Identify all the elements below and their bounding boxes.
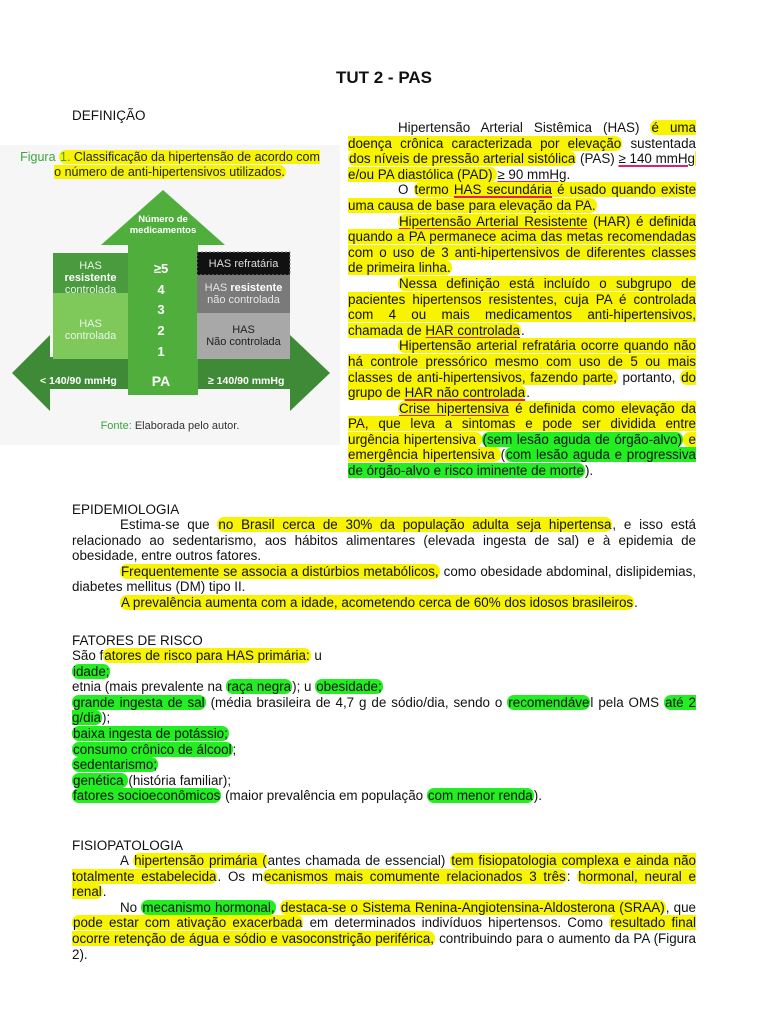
paragraph: Hipertensão Arterial Sistêmica (HAS) é uma doença crônica caracterizada por elevação sustentada dos níveis de pressão arterial sistólica (PAS) ≥ 140 mmHg e/ou PA diastólica (PAD) ≥ 90 mmHg. [348, 120, 696, 182]
list-item: grande ingesta de sal (média brasileira de 4,7 g de sódio/dia, sendo o recomendável pela OMS até 2 g/dia); [72, 694, 696, 726]
section-heading-epidemiologia: EPIDEMIOLOGIA [72, 502, 180, 517]
has-resistente-controlada-box: HAS resistente controlada [64, 260, 117, 296]
fatores-list [72, 648, 696, 804]
level-2: 2 [157, 323, 165, 338]
pa-label: PA [151, 373, 171, 389]
paragraph: No mecanismo hormonal, destaca-se o Sistema Renina-Angiotensina-Aldosterona (SRAA), que pode estar com ativação exacerbada em determinados indivíduos hipertensos. Como resultado final ocorre retenção de água e sódio e vasoconstrição periférica, contribuindo para o aumento da PA (Figura 2). [72, 899, 697, 962]
epidemiologia-text [72, 517, 696, 611]
paragraph: A hipertensão primária (antes chamada de essencial) tem fisiopatologia complexa e ainda não totalmente estabelecida. Os mecanismos mais comumente relacionados 3 três: hormonal, neural e renal. [72, 853, 696, 900]
list-item: genética (história familiar); [73, 772, 232, 788]
level-5: ≥5 [153, 261, 169, 276]
level-3: 3 [157, 302, 165, 317]
document-title: TUT 2 - PAS [335, 68, 433, 87]
paragraph: Hipertensão Arterial Resistente (HAR) é definida quando a PA permanece acima das metas recomendadas com o uso de 3 anti-hipertensivos de diferentes classes de primeira linha. [348, 213, 696, 276]
figure-caption: Figura 1. Classificação da hipertensão de acordo com o número de anti-hipertensivos utilizados. [20, 150, 320, 179]
level-4: 4 [157, 282, 165, 297]
list-intro: São fatores de risco para HAS primária: u [72, 648, 322, 663]
has-controlada-box: HAS controlada [64, 318, 117, 342]
list-item: etnia (mais prevalente na raça negra); u obesidade; [72, 679, 382, 695]
has-resistente-nao-controlada-box: HAS resistente não controlada [204, 282, 283, 306]
paragraph: Frequentemente se associa a distúrbios metabólicos, como obesidade abdominal, dislipidemias, diabetes mellitus (DM) tipo II. [72, 563, 696, 595]
figure-source: Fonte: Elaborada pelo autor. [100, 420, 240, 432]
section-heading-fisiopatologia: FISIOPATOLOGIA [72, 838, 184, 853]
list-item: consumo crônico de álcool; [73, 741, 237, 757]
list-item: fatores socioeconômicos (maior prevalência em população com menor renda). [73, 788, 542, 804]
right-threshold-label: ≥ 140/90 mmHg [208, 375, 285, 387]
figure-label-number: 1. [60, 150, 74, 164]
level-1: 1 [157, 344, 165, 359]
paragraph: Hipertensão arterial refratária ocorre quando não há controle pressórico mesmo com uso de 5 ou mais classes de anti-hipertensivos, fazendo parte, portanto, do grupo de HAR não controlada. [348, 338, 696, 401]
has-nao-controlada-box: HAS Não controlada [206, 324, 281, 348]
fisiopatologia-text [72, 853, 696, 962]
paragraph: Estima-se que no Brasil cerca de 30% da população adulta seja hipertensa, e isso está relacionado ao sedentarismo, aos hábitos alimentares (elevada ingesta de sal) e à epidemia de obesidade, entre outros fatores. [72, 517, 696, 564]
has-refrataria-box: HAS refratária [208, 257, 279, 270]
list-item: baixa ingesta de potássio; [73, 725, 228, 741]
definicao-text [348, 120, 696, 479]
arrow-label-medicamentos: Número de medicamentos [129, 214, 197, 236]
paragraph: Crise hipertensiva é definida como elevação da PA, que leva a sintomas e pode ser dividida entre urgência hipertensiva (sem lesão aguda de órgão-alvo) e emergência hipertensiva (com lesão aguda e progressiva de órgão-alvo e risco iminente de morte). [348, 400, 697, 479]
section-heading-fatores: FATORES DE RISCO [72, 633, 203, 648]
paragraph: A prevalência aumenta com a idade, acometendo cerca de 60% dos idosos brasileiros. [121, 594, 638, 610]
section-heading-definicao: DEFINIÇÃO [72, 108, 146, 123]
paragraph: O termo HAS secundária é usado quando existe uma causa de base para elevação da PA. [348, 182, 697, 213]
paragraph: Nessa definição está incluído o subgrupo de pacientes hipertensos resistentes, cuja PA é controlada com 4 ou mais medicamentos anti-hipertensivos, chamada de HAR controlada. [348, 275, 696, 338]
list-item: idade; [73, 663, 110, 679]
left-threshold-label: < 140/90 mmHg [40, 375, 117, 387]
figure-caption-text: Classificação da hipertensão de acordo com o número de anti-hipertensivos utilizados. [54, 150, 320, 179]
list-item: sedentarismo; [73, 757, 158, 773]
